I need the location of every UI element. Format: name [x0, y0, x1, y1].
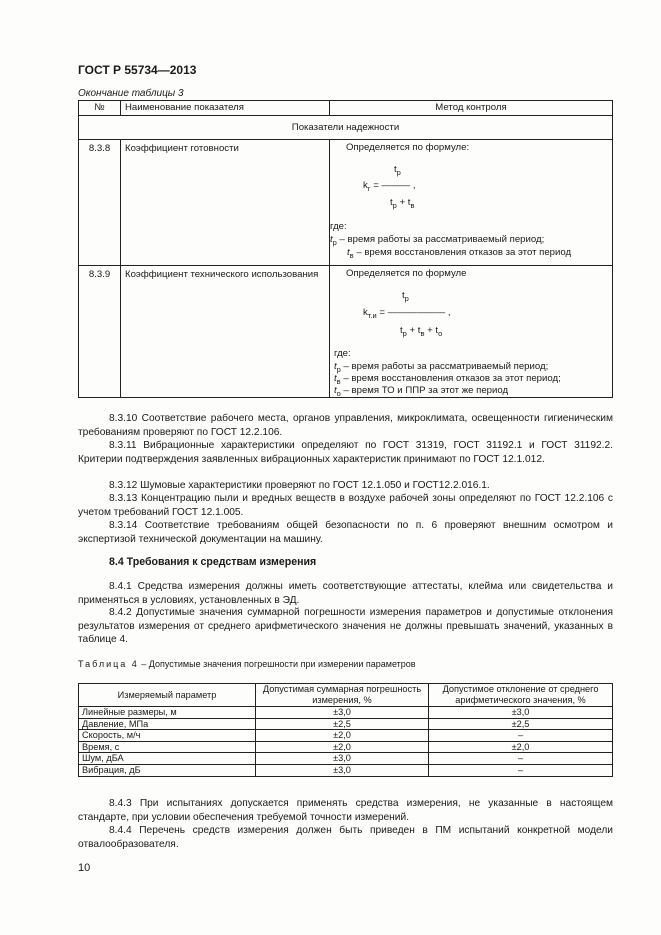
definition: $t_р$ – время работы за рассматриваемый период; — [330, 234, 545, 247]
table4-header-row — [79, 684, 613, 707]
table3 — [78, 100, 613, 398]
value-cell: ±2,0 — [256, 730, 429, 742]
table-row — [79, 764, 613, 776]
formula-numerator: t — [402, 290, 405, 301]
definition: $t_о$ – время ТО и ППР за этот же период — [334, 385, 509, 398]
formula-sub: о — [438, 328, 443, 338]
formula-plus: + — [409, 325, 416, 336]
row-number: 8.3.9 — [79, 266, 121, 398]
value-cell: ±2,5 — [429, 718, 613, 730]
document-header: ГОСТ Р 55734—2013 — [78, 63, 197, 77]
method-cell — [330, 140, 613, 266]
method-intro: Определяется по формуле — [346, 268, 467, 279]
formula-den: t — [407, 197, 411, 208]
paragraph-8-4-4: 8.4.4 Перечень средств измерения должен быть приведен в ПМ испытаний конкретной модели отвалообразователя. — [78, 825, 613, 850]
col-header-total-error: Допустимая суммарная погрешность измерения, % — [256, 684, 429, 707]
paragraph-8-3-14: 8.3.14 Соответствие требованиям общей безопасности по п. 6 проверяют внешним осмотром и экспертизой технической документации на машину. — [78, 520, 613, 545]
definition: $t_в$ – время восстановления отказов за этот период; — [334, 373, 561, 386]
col-header-deviation: Допустимое отклонение от среднего арифметического значения, % — [429, 684, 613, 707]
col-header-method: Метод контроля — [330, 101, 613, 116]
table4-caption: Таблица 4 – Допустимые значения погрешности при измерении параметров — [78, 659, 416, 669]
formula-den: t — [435, 325, 439, 336]
table-row — [79, 707, 613, 719]
table4 — [78, 683, 613, 777]
definition: $t_в$ – время восстановления отказов за этот период — [347, 247, 572, 260]
section-reliability: Показатели надежности — [79, 116, 613, 140]
definition: $t_р$ – время работы за рассматриваемый период; — [334, 361, 549, 374]
paragraph-8-4-3: 8.4.3 При испытаниях допускается применять средства измерения, не указанные в настоящем стандарте, при условии обеспечения требуемой точности измерений. — [78, 798, 613, 823]
table-row — [79, 730, 613, 742]
table-row — [79, 718, 613, 730]
row-name: Коэффициент готовности — [121, 140, 330, 266]
paragraph-8-3-11: 8.3.11 Вибрационные характеристики определяют по ГОСТ 31319, ГОСТ 31192.1 и ГОСТ 31192.2. Критерии подтверждения заявленных вибрационных характеристик принимают по ГОСТ 12.1.012. — [78, 440, 613, 465]
paragraph-8-3-13: 8.3.13 Концентрацию пыли и вредных веществ в воздухе рабочей зоны определяют по ГОСТ 12.2.106 с учетом требований ГОСТ 12.1.005. — [78, 493, 613, 518]
formula-eq: = ——— , — [370, 180, 416, 191]
paragraph-8-4-2: 8.4.2 Допустимые значения суммарной погрешности измерения параметров и допустимые отклонения результатов измерения от среднего арифметического значения не должны превышать значений, указанных в таблице 4. — [78, 607, 613, 645]
table3-section-row — [79, 116, 613, 140]
value-cell: – — [429, 753, 613, 765]
param-cell: Вибрация, дБ — [79, 764, 256, 776]
formula-sub: в — [410, 200, 415, 210]
table-row — [79, 266, 613, 398]
table3-caption: Окончание таблицы 3 — [78, 88, 184, 99]
paragraph-8-4-1: 8.4.1 Средства измерения должны иметь соответствующие аттестаты, клейма или свидетельства и применяться в условиях, установленных в ЭД. — [78, 581, 613, 606]
formula-sub: р — [402, 328, 407, 338]
col-header-name: Наименование показателя — [121, 101, 330, 116]
formula-sub: р — [404, 293, 409, 303]
formula-sub: т.и — [367, 310, 377, 320]
value-cell: ±2,5 — [256, 718, 429, 730]
row-name: Коэффициент технического использования — [121, 266, 330, 398]
param-cell: Скорость, м/ч — [79, 730, 256, 742]
value-cell: ±3,0 — [256, 707, 429, 719]
formula-den: t — [417, 325, 421, 336]
param-cell: Давление, МПа — [79, 718, 256, 730]
value-cell: ±3,0 — [429, 707, 613, 719]
method-cell — [330, 266, 613, 398]
formula-den: t — [390, 197, 393, 208]
formula-den: t — [400, 325, 403, 336]
table-row — [79, 753, 613, 765]
paragraph-8-3-10: 8.3.10 Соответствие рабочего места, органов управления, микроклимата, освещенности гигиеническим требованиям проверяют по ГОСТ 12.2.106. — [78, 413, 613, 438]
value-cell: ±3,0 — [256, 753, 429, 765]
where-label: где: — [330, 221, 347, 232]
formula-plus: + — [427, 325, 433, 336]
row-number: 8.3.8 — [79, 140, 121, 266]
col-header-number: № — [79, 101, 121, 116]
paragraph-8-3-12: 8.3.12 Шумовые характеристики проверяют по ГОСТ 12.1.050 и ГОСТ12.2.016.1. — [109, 480, 490, 491]
formula-eq: = —————— , — [376, 307, 451, 318]
formula-lhs: k — [363, 180, 368, 191]
value-cell: ±2,0 — [429, 741, 613, 753]
formula-sub: в — [420, 328, 425, 338]
formula-sub: г — [367, 183, 371, 193]
formula-plus: + — [399, 197, 406, 208]
param-cell: Линейные размеры, м — [79, 707, 256, 719]
section-heading: 8.4 Требования к средствам измерения — [109, 556, 317, 568]
method-intro: Определяется по формуле: — [346, 142, 470, 153]
page-number: 10 — [78, 862, 91, 874]
table-row — [79, 741, 613, 753]
formula-numerator: t — [394, 164, 397, 175]
formula-lhs: k — [363, 307, 368, 318]
table-row — [79, 140, 613, 266]
formula-sub: р — [392, 200, 397, 210]
value-cell: ±2,0 — [256, 741, 429, 753]
table3-header-row — [79, 101, 613, 116]
param-cell: Время, с — [79, 741, 256, 753]
formula-sub: р — [396, 167, 401, 177]
where-label: где: — [334, 348, 351, 359]
value-cell: ±3,0 — [256, 764, 429, 776]
col-header-parameter: Измеряемый параметр — [79, 684, 256, 707]
value-cell: – — [429, 730, 613, 742]
param-cell: Шум, дБА — [79, 753, 256, 765]
value-cell: – — [429, 764, 613, 776]
